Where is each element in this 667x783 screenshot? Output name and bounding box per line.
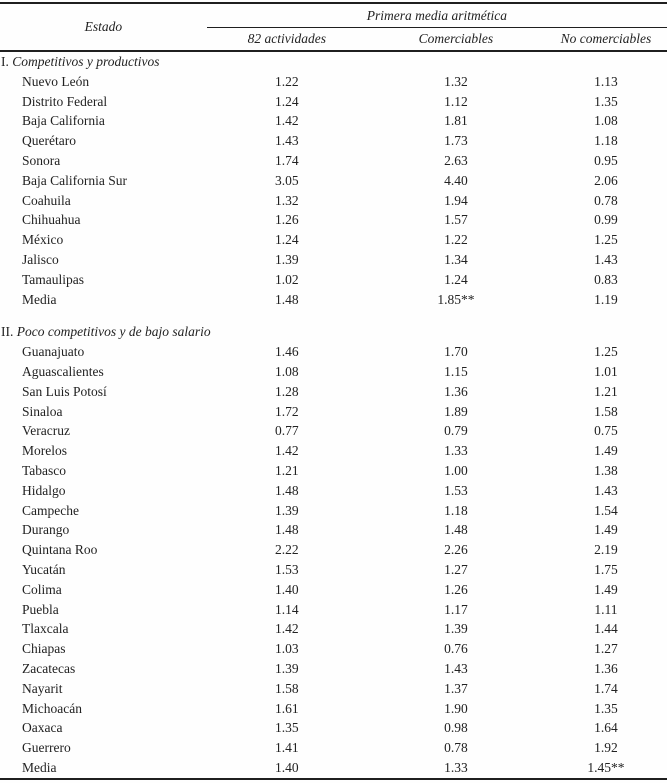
value-cell: 0.98 (444, 720, 468, 736)
value-cell: 1.36 (444, 383, 468, 399)
estado-cell: Nayarit (22, 680, 63, 696)
estado-cell: Media (22, 759, 57, 775)
value-cell: 1.49 (594, 522, 618, 538)
value-cell: 1.00 (444, 462, 468, 478)
value-cell: 1.32 (444, 73, 468, 89)
table-header (0, 3, 667, 51)
value-cell: 1.25 (594, 344, 618, 360)
value-cell: 1.45** (587, 759, 625, 775)
value-cell: 1.73 (444, 133, 468, 149)
value-cell: 1.36 (594, 660, 618, 676)
value-cell: 1.39 (274, 502, 299, 518)
section-numeral: II. (1, 324, 14, 340)
value-cell: 1.43 (274, 133, 299, 149)
estado-cell: Tabasco (22, 462, 67, 478)
value-cell: 1.53 (444, 482, 468, 498)
value-cell: 1.44 (594, 621, 618, 637)
value-cell: 1.75 (594, 561, 618, 577)
value-cell: 1.35 (274, 720, 299, 736)
value-cell: 1.26 (274, 212, 299, 228)
value-cell: 1.53 (274, 561, 299, 577)
estado-cell: Oaxaca (22, 720, 63, 736)
value-cell: 1.03 (274, 641, 299, 657)
table-row (0, 342, 667, 362)
value-cell: 1.25 (594, 232, 618, 248)
table-row (0, 92, 667, 112)
value-cell: 1.42 (274, 113, 299, 129)
value-cell: 1.49 (594, 581, 618, 597)
estado-cell: Quintana Roo (22, 542, 98, 558)
estado-cell: Sonora (22, 152, 61, 168)
value-cell: 1.74 (274, 152, 299, 168)
section-spacer-cell (0, 309, 667, 322)
estado-cell: Guerrero (22, 740, 71, 756)
table-row (0, 210, 667, 230)
value-cell: 1.11 (594, 601, 618, 617)
value-cell: 1.12 (444, 93, 468, 109)
statistics-table (0, 2, 667, 780)
table-row (0, 600, 667, 620)
table-row (0, 250, 667, 270)
value-cell: 1.37 (444, 680, 468, 696)
value-cell: 1.48 (274, 522, 299, 538)
value-cell: 1.33 (444, 759, 468, 775)
value-cell: 1.02 (274, 271, 299, 287)
estado-cell: Guanajuato (22, 344, 85, 360)
value-cell: 1.18 (594, 133, 618, 149)
value-cell: 2.63 (444, 152, 468, 168)
value-cell: 1.39 (444, 621, 468, 637)
estado-cell: Yucatán (22, 561, 66, 577)
value-cell: 1.34 (444, 251, 468, 267)
value-cell: 1.28 (274, 383, 299, 399)
value-cell: 1.54 (594, 502, 618, 518)
estado-cell: Tamaulipas (22, 271, 85, 287)
value-cell: 1.42 (274, 621, 299, 637)
value-cell: 1.27 (444, 561, 468, 577)
value-cell: 1.92 (594, 740, 618, 756)
value-cell: 1.39 (274, 660, 299, 676)
value-cell: 1.48 (274, 291, 299, 307)
value-cell: 1.08 (274, 363, 299, 379)
value-cell: 1.85** (437, 291, 475, 307)
value-cell: 1.13 (594, 73, 618, 89)
estado-cell: San Luis Potosí (22, 383, 107, 399)
table-row (0, 520, 667, 540)
value-cell: 1.43 (444, 660, 468, 676)
table-row (0, 501, 667, 521)
group-header-row (0, 3, 667, 28)
estado-cell: Zacatecas (22, 660, 76, 676)
value-cell: 1.35 (594, 700, 618, 716)
value-cell: 1.43 (594, 482, 618, 498)
table-row (0, 111, 667, 131)
estado-cell: Michoacán (22, 700, 82, 716)
table-row (0, 441, 667, 461)
estado-cell: Colima (22, 581, 62, 597)
table-row (0, 758, 667, 779)
estado-cell: Media (22, 291, 57, 307)
table-row (0, 659, 667, 679)
value-cell: 1.08 (594, 113, 618, 129)
estado-cell: Nuevo León (22, 73, 90, 89)
value-cell: 0.99 (594, 212, 618, 228)
value-cell: 0.79 (444, 423, 468, 439)
estado-cell: Morelos (22, 443, 67, 459)
value-cell: 1.14 (274, 601, 299, 617)
estado-cell: Puebla (22, 601, 59, 617)
table-row (0, 362, 667, 382)
estado-cell: Chiapas (22, 641, 66, 657)
value-cell: 1.94 (444, 192, 468, 208)
table-row (0, 461, 667, 481)
value-cell: 1.70 (444, 344, 468, 360)
estado-cell: Aguascalientes (22, 363, 104, 379)
value-cell: 1.33 (444, 443, 468, 459)
value-cell: 0.78 (594, 192, 618, 208)
value-cell: 1.89 (444, 403, 468, 419)
table-row (0, 171, 667, 191)
value-cell: 2.06 (594, 172, 618, 188)
table-row (0, 72, 667, 92)
value-cell: 1.48 (274, 482, 299, 498)
value-cell: 1.40 (274, 759, 299, 775)
estado-cell: Hidalgo (22, 482, 66, 498)
value-cell: 1.64 (594, 720, 618, 736)
value-cell: 1.21 (274, 462, 299, 478)
estado-cell: Campeche (22, 502, 79, 518)
estado-column-header: Estado (84, 19, 123, 34)
table-row (0, 382, 667, 402)
section-title-text: Competitivos y productivos (12, 54, 160, 69)
column-header-no-comerciables: No comerciables (560, 31, 652, 46)
section-numeral: I. (1, 54, 9, 69)
estado-cell: Tlaxcala (22, 621, 69, 637)
value-cell: 1.42 (274, 443, 299, 459)
table-row (0, 738, 667, 758)
value-cell: 1.38 (594, 462, 618, 478)
estado-cell: Baja California Sur (22, 172, 127, 188)
value-cell: 1.41 (274, 740, 299, 756)
table-row (0, 481, 667, 501)
table-row (0, 639, 667, 659)
value-cell: 0.83 (594, 271, 618, 287)
value-cell: 1.22 (274, 73, 299, 89)
value-cell: 1.17 (444, 601, 468, 617)
value-cell: 0.77 (274, 423, 299, 439)
value-cell: 1.24 (444, 271, 468, 287)
section-heading-row (0, 51, 667, 72)
value-cell: 1.58 (274, 680, 299, 696)
value-cell: 2.19 (594, 542, 618, 558)
value-cell: 1.90 (444, 700, 468, 716)
value-cell: 1.27 (594, 641, 618, 657)
table-row (0, 699, 667, 719)
table-row (0, 290, 667, 310)
estado-cell: Jalisco (22, 251, 59, 267)
value-cell: 1.61 (274, 700, 299, 716)
estado-cell: Sinaloa (22, 403, 63, 419)
value-cell: 1.43 (594, 251, 618, 267)
table-row (0, 270, 667, 290)
estado-cell: Querétaro (22, 133, 76, 149)
estado-cell: Chihuahua (22, 212, 81, 228)
table-row (0, 230, 667, 250)
value-cell: 1.24 (274, 93, 299, 109)
value-cell: 1.49 (594, 443, 618, 459)
value-cell: 2.22 (274, 542, 299, 558)
value-cell: 1.72 (274, 403, 299, 419)
estado-cell: Distrito Federal (22, 93, 108, 109)
table-row (0, 191, 667, 211)
value-cell: 1.48 (444, 522, 468, 538)
section-spacer (0, 309, 667, 322)
value-cell: 1.32 (274, 192, 299, 208)
section-heading-row (0, 322, 667, 342)
value-cell: 1.81 (444, 113, 468, 129)
column-header-82-actividades: 82 actividades (247, 31, 326, 46)
table-row (0, 540, 667, 560)
value-cell: 3.05 (274, 172, 299, 188)
value-cell: 1.26 (444, 581, 468, 597)
group-column-header: Primera media aritmética (207, 3, 667, 28)
value-cell: 1.58 (594, 403, 618, 419)
estado-cell: México (22, 232, 64, 248)
table-row (0, 679, 667, 699)
column-header-comerciables: Comerciables (418, 31, 494, 46)
table-row (0, 580, 667, 600)
table-row (0, 560, 667, 580)
value-cell: 1.35 (594, 93, 618, 109)
estado-cell: Baja California (22, 113, 105, 129)
value-cell: 0.78 (444, 740, 468, 756)
value-cell: 1.22 (444, 232, 468, 248)
table-row (0, 402, 667, 422)
value-cell: 0.95 (594, 152, 618, 168)
value-cell: 0.76 (444, 641, 468, 657)
estado-cell: Veracruz (22, 423, 70, 439)
value-cell: 1.01 (594, 363, 618, 379)
value-cell: 1.57 (444, 212, 468, 228)
section-heading (0, 51, 667, 72)
value-cell: 1.15 (444, 363, 468, 379)
table-row (0, 619, 667, 639)
value-cell: 1.40 (274, 581, 299, 597)
estado-cell: Coahuila (22, 192, 71, 208)
value-cell: 1.19 (594, 291, 618, 307)
section-heading (0, 322, 667, 342)
value-cell: 1.74 (594, 680, 618, 696)
table-body (0, 51, 667, 779)
estado-cell: Durango (22, 522, 70, 538)
table-row (0, 421, 667, 441)
table-row (0, 151, 667, 171)
value-cell: 1.21 (594, 383, 618, 399)
table-row (0, 131, 667, 151)
value-cell: 1.18 (444, 502, 468, 518)
value-cell: 2.26 (444, 542, 468, 558)
value-cell: 4.40 (444, 172, 468, 188)
value-cell: 1.24 (274, 232, 299, 248)
table-row (0, 718, 667, 738)
value-cell: 1.46 (274, 344, 299, 360)
value-cell: 1.39 (274, 251, 299, 267)
value-cell: 0.75 (594, 423, 618, 439)
section-title-text: Poco competitivos y de bajo salario (16, 324, 211, 340)
